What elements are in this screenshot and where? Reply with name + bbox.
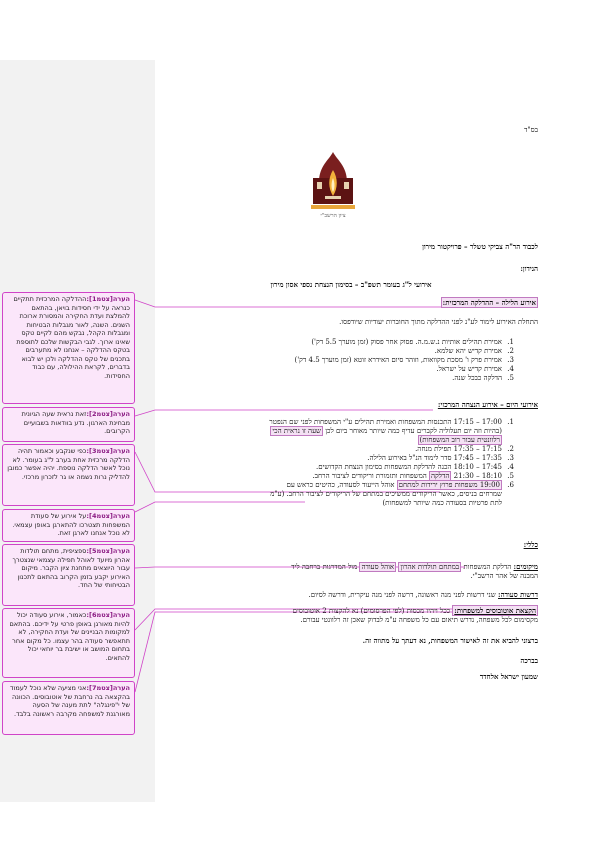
list-item: 1.17:00 – 17:15 התכנסות המשפחות ואמירת תהילים ע"י המשפחות לפני שם הנפטר [269, 418, 514, 426]
general-label: כללי: [523, 540, 538, 549]
comment-balloon[interactable]: הערה[צטמ7]:אני מציעה שלא נוכל לעמוד בהקצאה בה נרחבת של אוטובוסים. הכוונה של י"פינגלה" לתת מענה של הסעה מאורגנת למשפחה מקרבה ראשונה בלבד. [2, 681, 135, 735]
list-item: 3.אמירת פרק ו' מסכת מקוואות, וזוהר סיום האידרא זוטא (זמן מוערך 4.5 דק') [294, 356, 514, 364]
comment-highlight: הקצאת אוטובוסים למשפחות: [454, 606, 536, 615]
list-item: 4.17:45 – 18:10 הכנה להדלקת המשפחות בסימון הנצחת הקדושים. [315, 463, 514, 471]
ziyon-rashbi-logo [311, 152, 355, 224]
list-item: 2.17:15 – 17:35 תפילת מנחה. [415, 445, 514, 453]
list-item [180, 436, 514, 445]
list-item: שמרחים בניסים, כאשר הריקודים ממשיכים במתחם של הריקודים לציבור הרחב. (ע"מ [270, 490, 502, 498]
comment-balloon[interactable]: הערה[צטמ6]:כאמור, אירוע סעודה יכול להיות מאורגן באופן פרטי על ידיכם. בהתאם למקומות הבניינים של ועדת החקירה, לא תתאפשר סעודה בהר עצמו. כל מקום אחר בתחום המושב או ישיבת בר יוחאי יכול להתאים. [2, 608, 135, 678]
list-item: 5.18:10 – 21:30 הדלקה המשפחות ותזמורת וריקודים לציבור הרחב. [312, 472, 514, 480]
comment-highlight: הדלקה [430, 472, 450, 480]
list-item: 6.19:00 משפחות פרוץ ירידות למתחם אוהל הייעוד לסעודה, כהיטים כראש עם [286, 481, 514, 489]
section1-intro: התחלת האירוע לימוד לע"נ לפני ההדלקה מתוך החוברות יעודיות שיודפסו. [339, 318, 538, 326]
closing-line: ברצוני להביא את זה לאישור המשפחות, נא דעתך על מתווה זה. [362, 636, 538, 645]
buses-paragraph-line2: מקסימום לכל משפחה, נדרש תיאום עם כל משפחה ע"מ לבדוק שאכן זה רלוונטי עבורם. [300, 616, 538, 624]
list-item: 4.אמירת קדיש על ישראל. [436, 365, 514, 373]
signature: שמעון ישראל אלחדד [479, 672, 538, 681]
comment-highlight: 19:00 משפחות פרוץ ירידות למתחם [398, 481, 500, 489]
blessing: בברכה [520, 656, 538, 665]
section2-list [180, 418, 514, 508]
list-item: 2.אמירת קדיש יהא שלמא. [434, 347, 514, 355]
list-item: 3.17:35 – 17:45 סדר לימוד הנ"ל באירוע הלילה. [367, 454, 514, 462]
section1-title [200, 298, 538, 307]
section1-list [200, 338, 514, 383]
location-paragraph-line2: המבנה של אהר הרשב"י. [470, 572, 538, 580]
comment-highlight: שעה זו נראית הכי [272, 427, 321, 435]
list-item: (בהיות וזה יום תעלוליה לקברים עדיף כמה שיותר מאוחר ביום לכן שעה זו נראית הכי [272, 427, 502, 435]
subject-label: הנידון: [520, 264, 538, 273]
location-paragraph: מיקומים: הדלקת המשפחות במתחם תולדות אהרון אוהל סעודה מול המדרגות ברחבה ליד [291, 562, 538, 571]
comment-highlight: במתחם תולדות אהרון [400, 563, 460, 571]
comment-balloon[interactable]: הערה[צטמ3]:כפי שנקבע וכאמור תהיה הדלקה מרכזית אחת בערב ל"ג בעומר. לא נוכל לאשר הדלקה נוספת. יהיה אפשר כמובן להדליק נרות נשמה או גר לזכרון מרכזי. [2, 444, 135, 506]
divrei-paragraph: דרשות סעודה: שני דרשות לפני מנה ראשונה, דרשה לפני מנה עיקרית, ודרשה לסיום. [308, 590, 538, 599]
buses-paragraph: הקצאת אוטובוסים למשפחות: ככל ויהיו מכסות (לפי הפרסומים) נא להקצות 2 אוטובוסים [292, 606, 536, 615]
comment-balloon[interactable]: הערה[צטמ5]:ספציפית, מתחם תולדות אהרון מיועד לאוהל תפילה עצמאי שנצטרך עבור היוצאים מתחנת ציון הקבר. מיקום האירוע יקבע בזמן הקרוב בהתאם לתכנון הבטיחותי של החד. [2, 544, 135, 606]
section2-title: אירועי היום – אירוע הנצחה המרכזי: [437, 400, 538, 409]
bsd-mark: בס"ד [524, 126, 538, 134]
logo-caption: ציון הרשב"י [320, 213, 346, 219]
comment-highlight: אוהל סעודה [361, 563, 395, 571]
list-item: 5.הדלקה כבכל שנה. [452, 374, 514, 382]
subject-title: אירועי ל"ג בעומר תשפ"ב – בסימון הנצחת נספי אסון מירון [270, 280, 432, 289]
comment-balloon[interactable]: הערה[צטמ2]:זאת נראית שעה הגיונית מבחינת הארגון. נדע בוודאות בשבועיים הקרובים. [2, 407, 135, 442]
comment-balloon[interactable]: הערה[צטמ4]:על אירוע של סעודת המשפחות תצטרכו להתארגן באופן עצמאי. לא נוכל אנחנו לארגן זאת. [2, 509, 135, 542]
comment-balloon[interactable]: הערה[צטמ1]:ההדלקה המרכזית תתקיים כנראה על ידי חסידות בויאן, בהתאם להמלצת ועדת החקירה והמסורת ארוכת השנים. השנה, לאור מגבלות הבטיחות ומגבלות הקהל, נבקש מהם לקיים טקס שאינו ארוך. לגבי הבקשות שלכם לתוספת בטקס ההדלקה – אנחנו לא מתערבים בתכנים של טקס ההדלקה ולכן יש לבוא בדברים, לקראת ההילולה, עם כבוד החסידות. [2, 292, 135, 404]
to-line: לכבוד הר"ה צביקי טשלר – פרויקטור מירון [422, 242, 538, 251]
comment-highlight: רלוונטית עבור רוב המשפחות) [419, 436, 500, 444]
list-item: 1.אמירת תהילים אותיות נ.ש.מ.ה. פסוק אחר פסוק (זמן מוערך 5.5 דק') [311, 338, 514, 346]
list-item: לתת פרטיות בסעודה כמה שיותר למשפחות) [382, 499, 502, 507]
section1-title-highlight: אירוע הלילה – ההדלקה המרכזית: [442, 298, 536, 307]
